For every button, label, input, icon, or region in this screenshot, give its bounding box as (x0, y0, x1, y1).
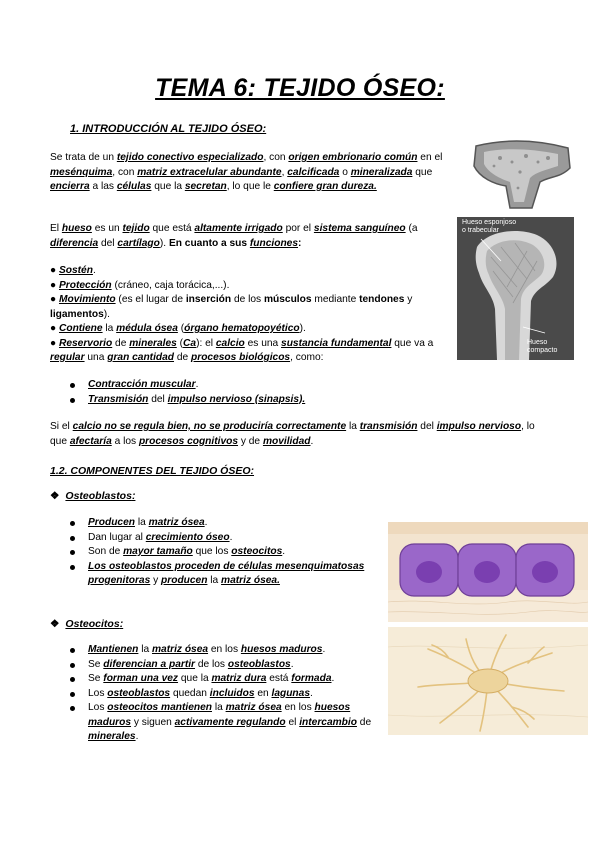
text: que la (178, 673, 212, 684)
text: ). (299, 323, 306, 334)
term: matriz extracelular abundante (137, 166, 282, 178)
term: Contiene (58, 323, 103, 334)
term: diferencian a partir (103, 658, 196, 670)
text: Los (88, 687, 108, 699)
term: sistema sanguíneo (313, 223, 406, 234)
term: funciones (249, 237, 299, 249)
diamond-bullet-icon: ❖ (50, 490, 60, 502)
term: Reservorio (58, 337, 113, 349)
text: ( (176, 337, 184, 349)
term: formada (291, 673, 332, 684)
text: Son de (88, 546, 124, 557)
term: afectaría (69, 435, 112, 447)
term: Movimiento (58, 294, 116, 305)
bone-photo (470, 138, 575, 210)
osteoblastos-list (68, 516, 368, 589)
text: el (285, 716, 300, 728)
text: , (281, 166, 288, 178)
list-item (68, 393, 448, 408)
text: . (310, 435, 314, 447)
text: del (417, 421, 437, 432)
text: ligamentos (50, 308, 104, 320)
text: de los (231, 294, 264, 305)
term: huesos maduros (88, 702, 351, 728)
term: matriz ósea (151, 644, 209, 655)
osteoblastos-heading (50, 490, 135, 502)
term: movilidad (262, 435, 311, 447)
list-item (68, 516, 368, 531)
list-item (68, 545, 368, 560)
text: : (119, 618, 124, 630)
function-item: ● Protección (cráneo, caja torácica,...). (50, 279, 230, 291)
term: activamente regulando (174, 716, 286, 728)
heading-text: Osteocitos (65, 618, 120, 630)
term: osteoblastos (227, 658, 291, 670)
text: , lo que le (226, 181, 274, 192)
calcium-paragraph (50, 420, 550, 449)
text: a los (111, 435, 139, 447)
text: por el (282, 223, 314, 234)
list-item (68, 672, 373, 687)
text: . (229, 531, 233, 543)
text: en el (417, 152, 443, 163)
text: . (195, 379, 199, 390)
list-item (68, 643, 373, 658)
term: osteoblastos (107, 687, 171, 699)
text: quedan (170, 687, 210, 699)
text: . (309, 687, 313, 699)
femur-section-image (457, 217, 574, 360)
term: Transmisión (88, 393, 149, 405)
text: es un (91, 223, 123, 234)
text: y (150, 575, 162, 586)
list-item (68, 560, 368, 589)
osteocyte-graphic (388, 627, 588, 735)
term: Los osteoblastos proceden de células mesenquimatosas progenitoras (88, 560, 365, 586)
term: mayor tamaño (123, 546, 193, 557)
term: regular (50, 352, 85, 363)
text: , con (112, 166, 138, 178)
term: Sostén (58, 265, 93, 276)
text: mediante (311, 294, 360, 305)
term: procesos cognitivos (138, 435, 239, 447)
term: tejido (122, 223, 150, 234)
text: Si el (50, 421, 73, 432)
text: del (98, 237, 118, 249)
bone-paragraph (50, 222, 450, 251)
text: la (212, 702, 226, 713)
term: calcio (215, 337, 245, 349)
heading-text: Osteoblastos (65, 490, 132, 502)
text: . (282, 546, 286, 557)
osteocitos-heading (50, 618, 123, 630)
term: gran cantidad (107, 352, 175, 363)
list-item (68, 701, 373, 745)
text: . (290, 658, 294, 670)
term: Producen (88, 517, 135, 528)
bone-photo-graphic (470, 138, 575, 210)
term: minerales (129, 337, 177, 349)
processes-list (68, 378, 448, 407)
text: y de (238, 435, 263, 447)
text: del (148, 393, 168, 405)
text: que la (151, 181, 185, 192)
term: osteocitos mantienen (107, 702, 212, 713)
function-item: ● Contiene la médula ósea (órgano hematopoyético). (50, 323, 306, 334)
text: , con (263, 152, 289, 163)
term: osteocitos (231, 546, 283, 557)
text: ). (103, 308, 111, 320)
text: la (207, 575, 222, 586)
text: En cuanto a sus (168, 237, 250, 249)
text: una (84, 352, 108, 363)
text: y siguen (131, 716, 175, 728)
term: impulso nervioso (sinapsis). (167, 393, 306, 405)
text: Se (88, 658, 104, 670)
text: en los (208, 644, 241, 655)
text: de (356, 716, 372, 728)
term: incluidos (209, 687, 255, 699)
text: que va a (391, 337, 434, 349)
text: . (135, 731, 139, 742)
text: en (254, 687, 272, 699)
spongy-bone-label: Hueso esponjoso o trabecular (462, 219, 517, 234)
text: es una (244, 337, 282, 349)
text: que los (192, 546, 232, 557)
osteoblasts-illustration (388, 522, 588, 622)
term: calcificada (287, 166, 340, 178)
term: Ca (183, 337, 197, 349)
text: ( (177, 323, 185, 334)
term: transmisión (359, 421, 418, 432)
text: . (331, 673, 335, 684)
text: . (92, 265, 96, 276)
list-item (68, 531, 368, 546)
term: confiere gran dureza. (273, 181, 377, 192)
term: mineralizada (350, 166, 413, 178)
term: órgano hematopoyético (184, 323, 300, 334)
text: (es el lugar de (115, 294, 186, 305)
text: la (102, 323, 117, 334)
term: procesos biológicos (191, 352, 291, 363)
text: en los (281, 702, 315, 713)
text: o (339, 166, 351, 178)
text: : (298, 237, 302, 249)
intro-heading: 1. INTRODUCCIÓN AL TEJIDO ÓSEO: (70, 123, 267, 135)
text: tendones (359, 294, 405, 305)
term: altamente irrigado (194, 223, 283, 234)
osteoblasts-graphic (388, 522, 588, 622)
diamond-bullet-icon: ❖ (50, 618, 60, 630)
text: que (412, 166, 433, 178)
term: forman una vez (103, 673, 179, 684)
term: sustancia fundamental (281, 337, 392, 349)
list-item (68, 378, 448, 393)
osteocyte-illustration (388, 627, 588, 735)
term: huesos maduros (240, 644, 323, 655)
term: Mantienen (88, 644, 139, 655)
compact-bone-label: Hueso compacto (527, 339, 558, 354)
term: cartílago (117, 237, 160, 249)
term: origen embrionario común (288, 152, 418, 163)
components-heading: 1.2. COMPONENTES DEL TEJIDO ÓSEO: (50, 465, 255, 477)
term: matriz ósea (225, 702, 282, 713)
term: tejido conectivo especializado (116, 152, 264, 163)
text: Se trata de un (50, 152, 117, 163)
term: impulso nervioso (436, 421, 522, 432)
term: médula ósea (116, 323, 178, 334)
text: (cráneo, caja torácica,...). (111, 279, 230, 291)
function-item: ● Movimiento (es el lugar de inserción de los músculos mediante tendones y ligamentos). (50, 294, 413, 320)
term: calcio no se regula bien, no se produciría correctamente (72, 421, 347, 432)
text: , como: (290, 352, 324, 363)
page-title: TEMA 6: TEJIDO ÓSEO: (155, 74, 445, 102)
text: de los (195, 658, 228, 670)
text: de (112, 337, 130, 349)
text: (a (405, 223, 418, 234)
functions-list (50, 264, 455, 366)
term: mesénquima (50, 166, 113, 178)
term: matriz ósea. (221, 575, 280, 586)
text: de (174, 352, 192, 363)
text: la (134, 517, 149, 528)
term: matriz ósea (148, 517, 205, 528)
list-item (68, 658, 373, 673)
text: ). (159, 237, 169, 249)
text: está (266, 673, 292, 684)
text: ): el (196, 337, 216, 349)
term: diferencia (50, 237, 99, 249)
term: Protección (58, 279, 112, 291)
text: Los (88, 702, 108, 713)
term: Contracción muscular (88, 379, 196, 390)
text: . (322, 644, 326, 655)
term: crecimiento óseo (145, 531, 230, 543)
term: células (116, 181, 152, 192)
text: y (404, 294, 413, 305)
text: . (204, 517, 208, 528)
term: hueso (61, 223, 92, 234)
term: secretan (184, 181, 227, 192)
text: inserción (185, 294, 232, 305)
text: Dan lugar al (88, 531, 146, 543)
term: producen (161, 575, 208, 586)
intro-paragraph (50, 151, 465, 195)
text: : (131, 490, 136, 502)
text: , lo que (50, 421, 535, 447)
term: matriz dura (211, 673, 267, 684)
text: la (138, 644, 152, 655)
function-item: ● Reservorio de minerales (Ca): el calcio es una sustancia fundamental que va a regular una gran cantidad de procesos biológicos, como: (50, 337, 434, 363)
term: minerales (88, 731, 136, 742)
text: Se (88, 673, 104, 684)
text: la (346, 421, 360, 432)
text: que está (149, 223, 195, 234)
term: encierra (50, 181, 90, 192)
function-item: ● Sostén. (50, 265, 96, 276)
text: músculos (263, 294, 312, 305)
list-item (68, 687, 373, 702)
term: lagunas (271, 687, 310, 699)
text: a las (89, 181, 117, 192)
osteocitos-list (68, 643, 373, 745)
term: intercambio (299, 716, 357, 728)
text: El (50, 223, 62, 234)
